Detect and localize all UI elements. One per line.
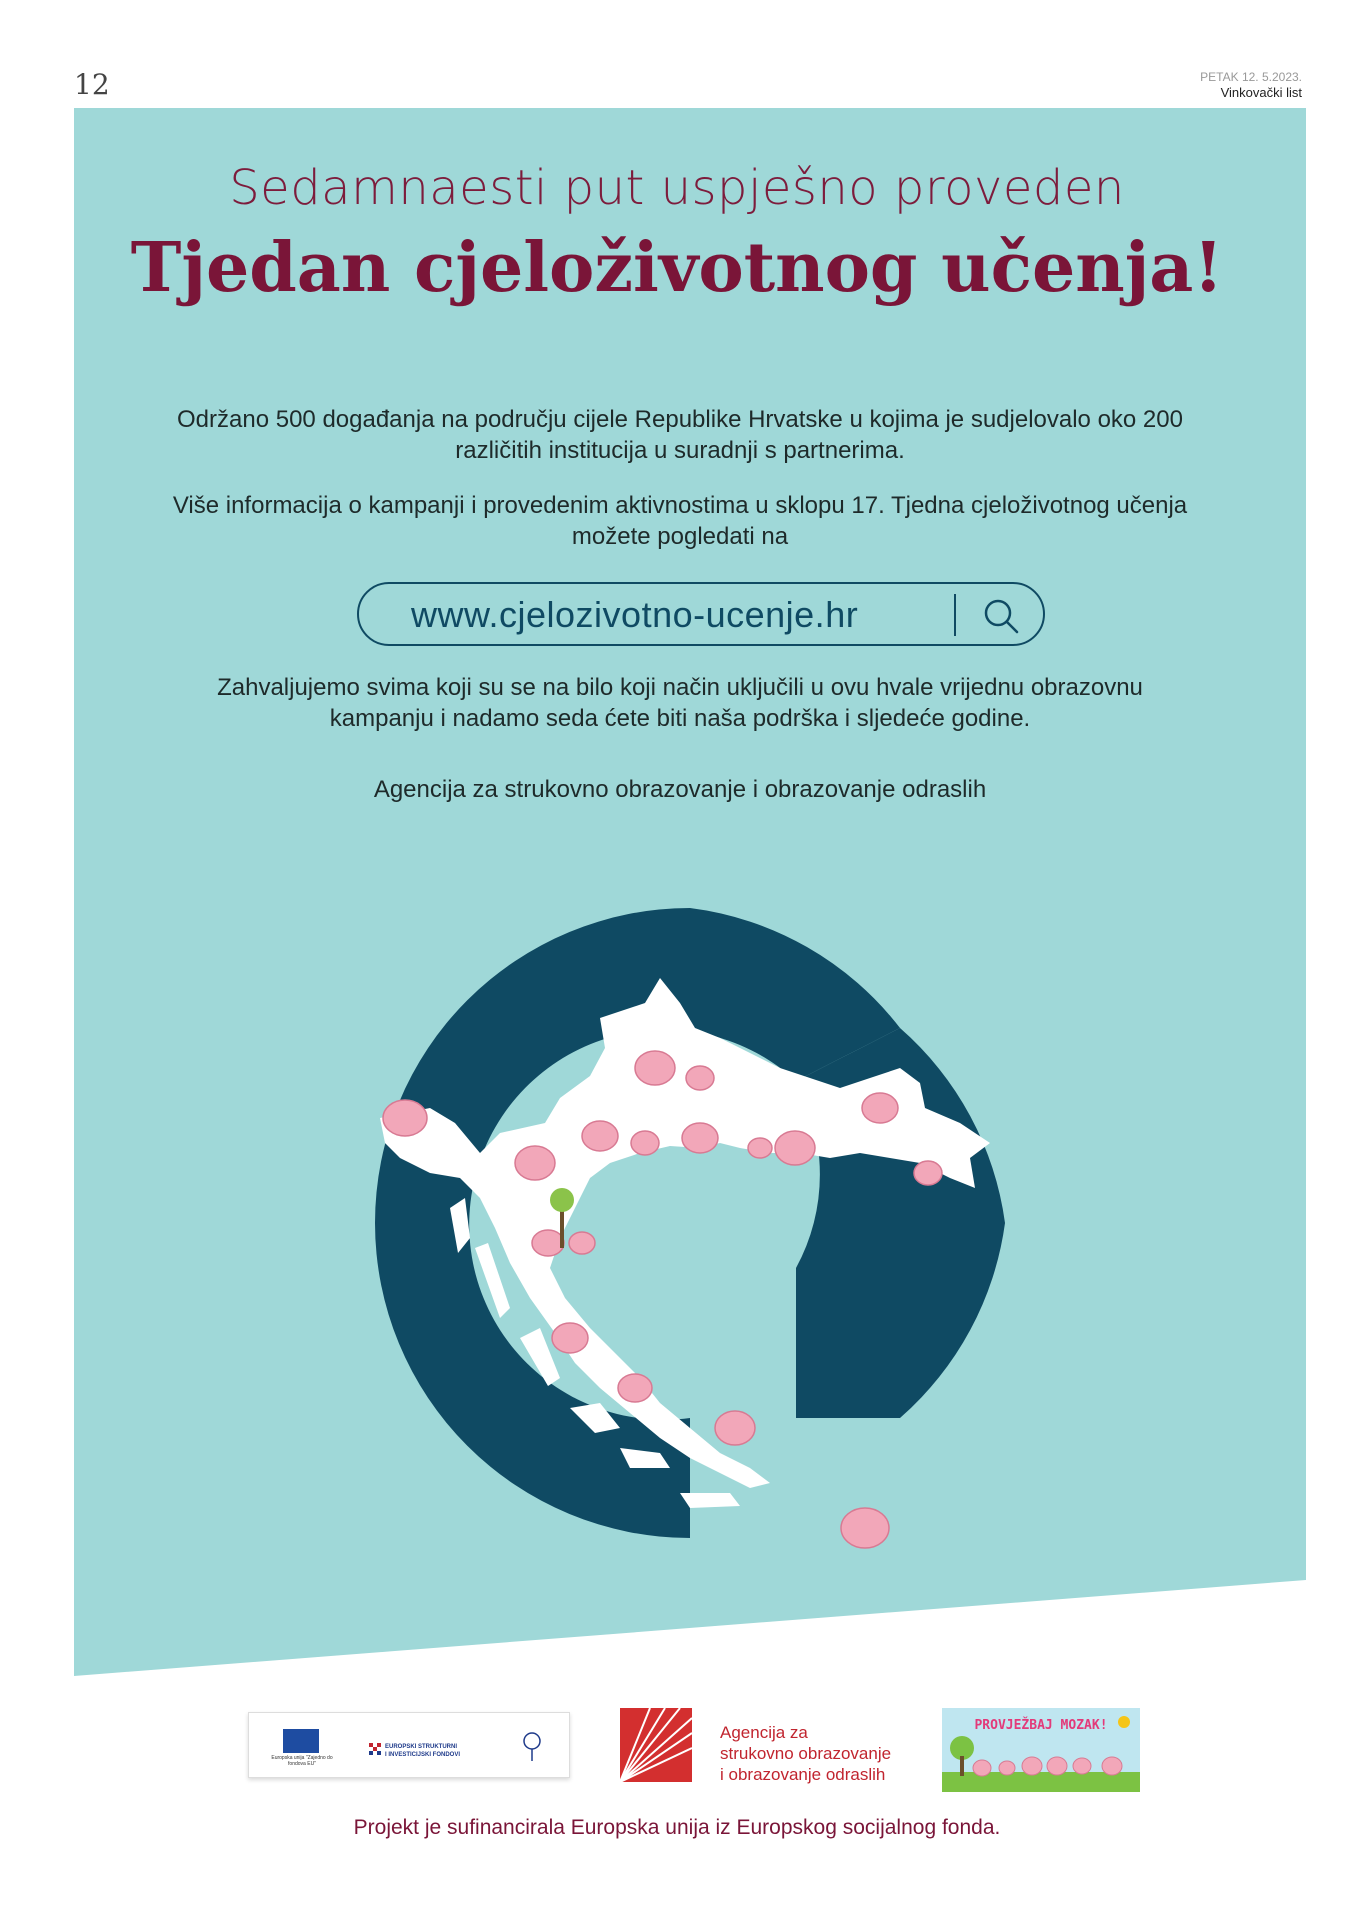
campaign-url[interactable]: www.cjelozivotno-ucenje.hr — [411, 594, 859, 635]
agency-logo-icon — [620, 1708, 692, 1782]
ad-title: Tjedan cjeloživotnog učenja! — [130, 228, 1224, 308]
issue-date: PETAK 12. 5.2023. — [1200, 70, 1302, 84]
agency-line-2: strukovno obrazovanje — [720, 1744, 892, 1763]
newspaper-name: Vinkovački list — [1220, 85, 1302, 100]
croatian-checkerboard-icon — [369, 1743, 381, 1755]
search-divider — [954, 594, 956, 636]
eu-caption: Europska unija "Zajedno do fondova EU" — [271, 1755, 333, 1767]
croatia-map-illustration — [360, 908, 1020, 1588]
agency-signature: Agencija za strukovno obrazovanje i obrazovanje odraslih — [373, 776, 987, 803]
thanks-paragraph: Zahvaljujemo svima koji su se na bilo koji način uključili u ovu hvale vrijednu obrazovnu kampanju i nadamo seda ćete biti naša podrška i sljedeće godine. — [217, 674, 1143, 732]
agency-line-3: i obrazovanje odraslih — [720, 1765, 886, 1784]
esi-funds-text — [385, 1743, 460, 1759]
url-search-bar[interactable] — [357, 582, 1045, 646]
eu-cofinancing-note: Projekt je sufinancirala Europska unija iz Europskog socijalnog fonda. — [353, 1816, 1001, 1839]
masthead — [1200, 70, 1302, 100]
eu-funds-logo-strip — [248, 1712, 570, 1778]
provjezbaj-mozak-logo — [942, 1708, 1140, 1792]
page-number: 12 — [74, 68, 110, 101]
ad-subtitle: Sedamnaesti put uspješno proveden — [229, 160, 1125, 216]
provjezbaj-title: PROVJEŽBAJ MOZAK! — [974, 1718, 1108, 1733]
intro-paragraph: Održano 500 događanja na području cijele Republike Hrvatske u kojima je sudjelovalo oko 200 različitih institucija u suradnji s partnerima. — [177, 406, 1183, 464]
agency-line-1: Agencija za — [720, 1723, 808, 1742]
eu-flag-icon — [283, 1729, 319, 1753]
agency-name — [720, 1722, 891, 1785]
esi-line-1: EUROPSKI STRUKTURNI — [385, 1744, 458, 1750]
info-paragraph: Više informacija o kampanji i provedenim aktivnostima u sklopu 17. Tjedna cjeloživotnog učenja možete pogledati na — [172, 492, 1188, 550]
ministry-logo-icon — [519, 1731, 545, 1763]
search-icon[interactable] — [981, 596, 1021, 636]
esi-line-2: I INVESTICIJSKI FONDOVI — [385, 1752, 461, 1758]
